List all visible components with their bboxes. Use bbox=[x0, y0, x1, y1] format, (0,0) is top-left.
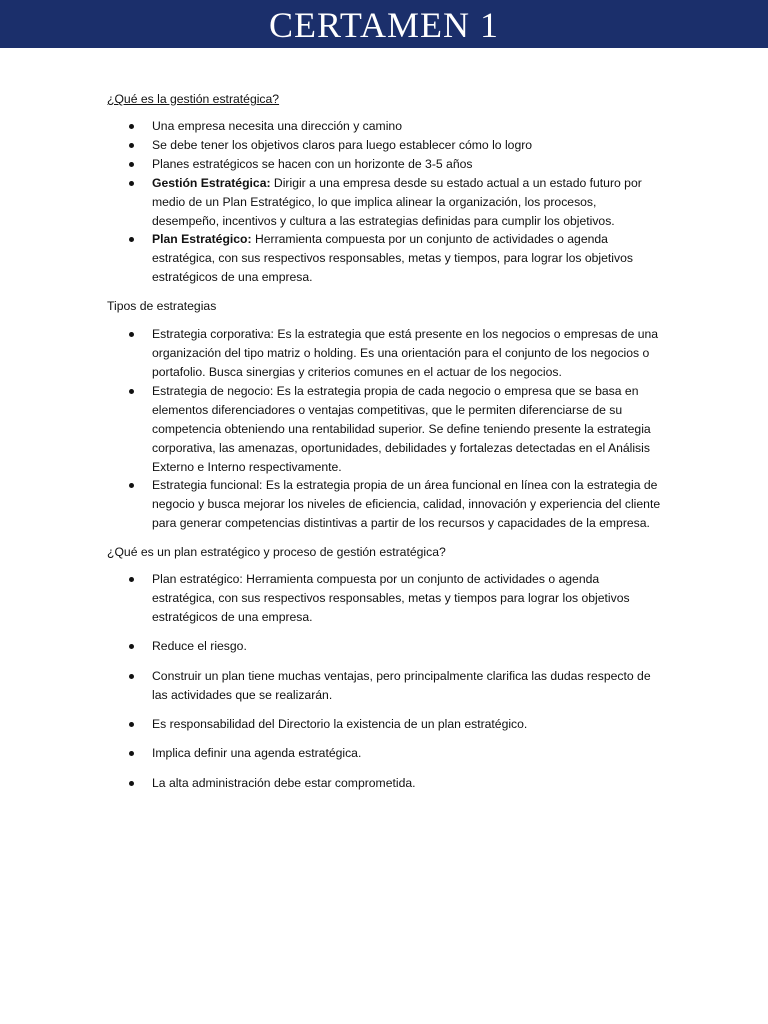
term-label: Gestión Estratégica: bbox=[152, 175, 271, 190]
item-text: Planes estratégicos se hacen con un horizonte de 3-5 años bbox=[152, 156, 473, 171]
list-item bbox=[107, 667, 663, 705]
item-text: Dirigir a una empresa desde su estado actual a un estado futuro por medio de un Plan Estratégico, lo que implica alinear la organización, los procesos, desempeño, incentivos y cultura a las estrategias definidas para cumplir los objetivos. bbox=[152, 175, 642, 228]
bullet-icon bbox=[129, 162, 134, 167]
bullet-list-gestion bbox=[107, 117, 663, 287]
page-title: CERTAMEN 1 bbox=[269, 5, 499, 45]
item-text: Reduce el riesgo. bbox=[152, 639, 247, 654]
item-text: Plan estratégico: Herramienta compuesta por un conjunto de actividades o agenda estratégica, con sus respectivos responsables, metas y tiempos para lograr los objetivos estratégicos de una empresa. bbox=[152, 572, 630, 624]
list-item bbox=[107, 637, 663, 656]
bullet-icon bbox=[129, 181, 134, 186]
item-text: Implica definir una agenda estratégica. bbox=[152, 746, 362, 761]
list-item bbox=[107, 325, 663, 382]
list-item bbox=[107, 715, 663, 734]
item-text: Construir un plan tiene muchas ventajas, pero principalmente clarifica las dudas respecto de las actividades que se realizarán. bbox=[152, 668, 651, 702]
item-text: Herramienta compuesta por un conjunto de actividades o agenda estratégica, con sus respectivos responsables, metas y tiempos, para lograr los objetivos estratégicos de una empresa. bbox=[152, 232, 633, 285]
section-heading-tipos: Tipos de estrategias bbox=[107, 299, 217, 314]
item-text: La alta administración debe estar comprometida. bbox=[152, 775, 416, 790]
bullet-list-tipos bbox=[107, 325, 663, 533]
bullet-icon bbox=[129, 674, 134, 679]
bullet-icon bbox=[129, 389, 134, 394]
bullet-list-plan bbox=[107, 570, 663, 793]
bullet-icon bbox=[129, 644, 134, 649]
list-item bbox=[107, 230, 663, 287]
header-bar bbox=[0, 0, 768, 48]
bullet-icon bbox=[129, 781, 134, 786]
item-text: Estrategia de negocio: Es la estrategia propia de cada negocio o empresa que se basa en elementos diferenciadores o ventajas competitivas, que le permiten diferenciarse de su competencia obteniendo una rentabilidad superior. Se define teniendo presente la estrategia corporativa, las amenazas, oportunidades, debilidades y fortalezas detectadas en el Análisis Externo e Interno respectivamente. bbox=[152, 383, 651, 474]
item-text: Se debe tener los objetivos claros para luego establecer cómo lo logro bbox=[152, 137, 533, 152]
item-text: Estrategia corporativa: Es la estrategia que está presente en los negocios o empresas de una organización del tipo matriz o holding. Es una orientación para el conjunto de los negocios o portafolio. Busca sinergias y criterios comunes en el actuar de los negocios. bbox=[152, 327, 659, 379]
bullet-icon bbox=[129, 237, 134, 242]
list-item bbox=[107, 117, 663, 136]
list-item bbox=[107, 476, 663, 533]
list-item bbox=[107, 744, 663, 763]
item-text: Estrategia funcional: Es la estrategia propia de un área funcional en línea con la estrategia de negocio y busca mejorar los niveles de eficiencia, calidad, innovación y experiencia del cliente para generar competencias distintivas a partir de los recursos y capacidades de la empresa. bbox=[152, 478, 661, 531]
bullet-icon bbox=[129, 577, 134, 582]
list-item bbox=[107, 136, 663, 155]
bullet-icon bbox=[129, 332, 134, 337]
list-item bbox=[107, 155, 663, 174]
section-heading-plan: ¿Qué es un plan estratégico y proceso de gestión estratégica? bbox=[107, 545, 446, 560]
document-body bbox=[107, 90, 663, 803]
list-item bbox=[107, 570, 663, 627]
bullet-icon bbox=[129, 143, 134, 148]
list-item bbox=[107, 174, 663, 231]
list-item bbox=[107, 774, 663, 793]
bullet-icon bbox=[129, 124, 134, 129]
section-heading-gestion: ¿Qué es la gestión estratégica? bbox=[107, 92, 280, 106]
term-label: Plan Estratégico: bbox=[152, 232, 252, 247]
bullet-icon bbox=[129, 483, 134, 488]
bullet-icon bbox=[129, 722, 134, 727]
item-text: Es responsabilidad del Directorio la existencia de un plan estratégico. bbox=[152, 717, 528, 732]
list-item bbox=[107, 382, 663, 477]
bullet-icon bbox=[129, 751, 134, 756]
item-text: Una empresa necesita una dirección y camino bbox=[152, 119, 402, 133]
